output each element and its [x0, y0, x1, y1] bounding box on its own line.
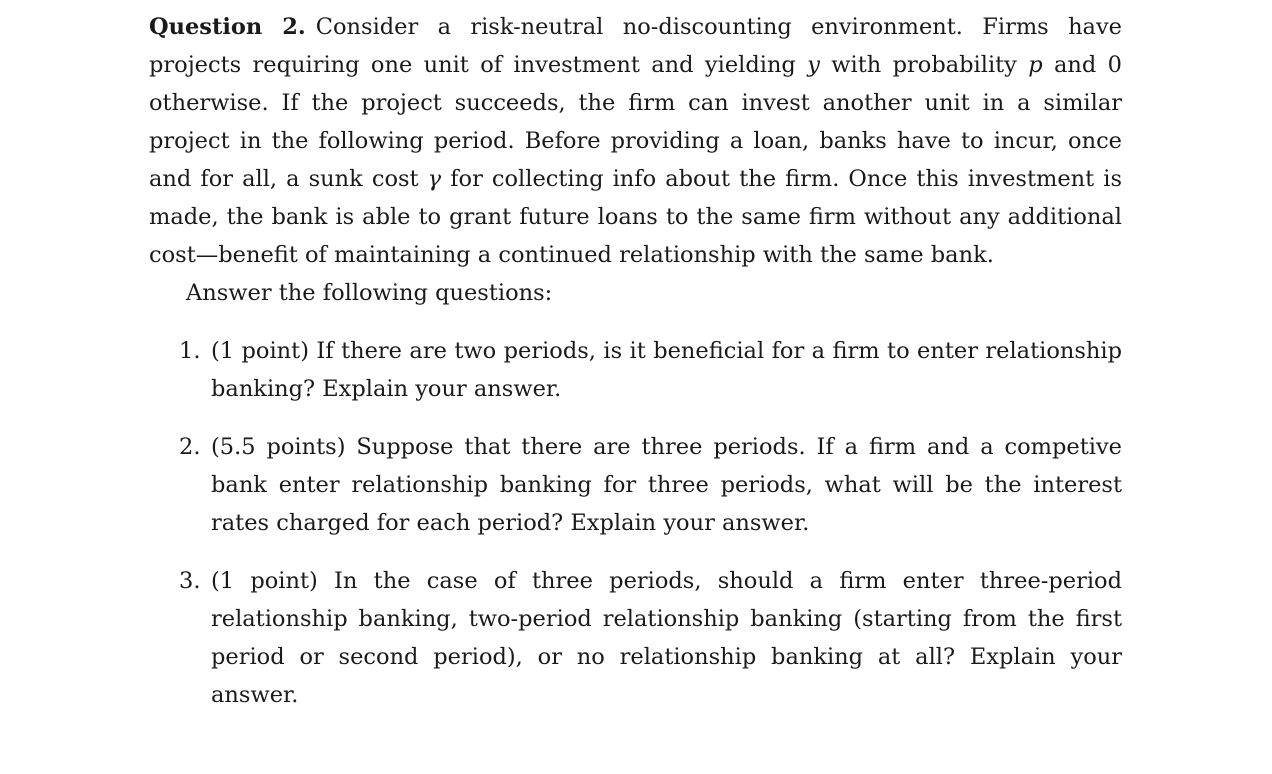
variable-y: y	[807, 52, 820, 78]
variable-gamma: γ	[427, 166, 442, 192]
list-item	[149, 428, 1122, 542]
question-intro	[149, 8, 1122, 274]
list-item	[149, 332, 1122, 408]
intro-text-3: and 0 otherwise. If the project succeeds, the firm can invest another unit in a similar project in the following period. Before providing a loan, banks have to incur, once and for all, a sunk cost	[149, 52, 1122, 192]
item-number: 3.	[179, 568, 201, 594]
intro-text-4: for collecting info about the firm. Once this investment is made, the bank is able to grant future loans to the same firm without any additional cost—benefit of maintaining a continued relationship with the same bank.	[149, 166, 1123, 268]
item-text: (1 point) In the case of three periods, should a firm enter three-period relationship banking, two-period relationship banking (starting from the first period or second period), or no relationship banking at all? Explain your answer.	[211, 568, 1122, 708]
clipped-previous-text	[490, 0, 890, 2]
item-text: (5.5 points) Suppose that there are three periods. If a firm and a competive bank enter relationship banking for three periods, what will be the interest rates charged for each period? Explain your answer.	[211, 434, 1122, 536]
variable-p: p	[1028, 52, 1043, 78]
intro-text-1: Consider a risk-neutral no-discounting environment. Firms have projects requiring one unit of investment and yielding	[149, 14, 1122, 78]
question-list	[149, 332, 1122, 714]
intro-text-2: with probability	[819, 52, 1029, 78]
answer-prompt: Answer the following questions:	[186, 280, 553, 306]
item-number: 2.	[179, 434, 201, 460]
document-page	[149, 8, 1122, 734]
item-number: 1.	[179, 338, 201, 364]
item-text: (1 point) If there are two periods, is it beneficial for a firm to enter relationship banking? Explain your answer.	[211, 338, 1122, 402]
list-item	[149, 562, 1122, 714]
question-heading: Question 2.	[149, 14, 306, 40]
